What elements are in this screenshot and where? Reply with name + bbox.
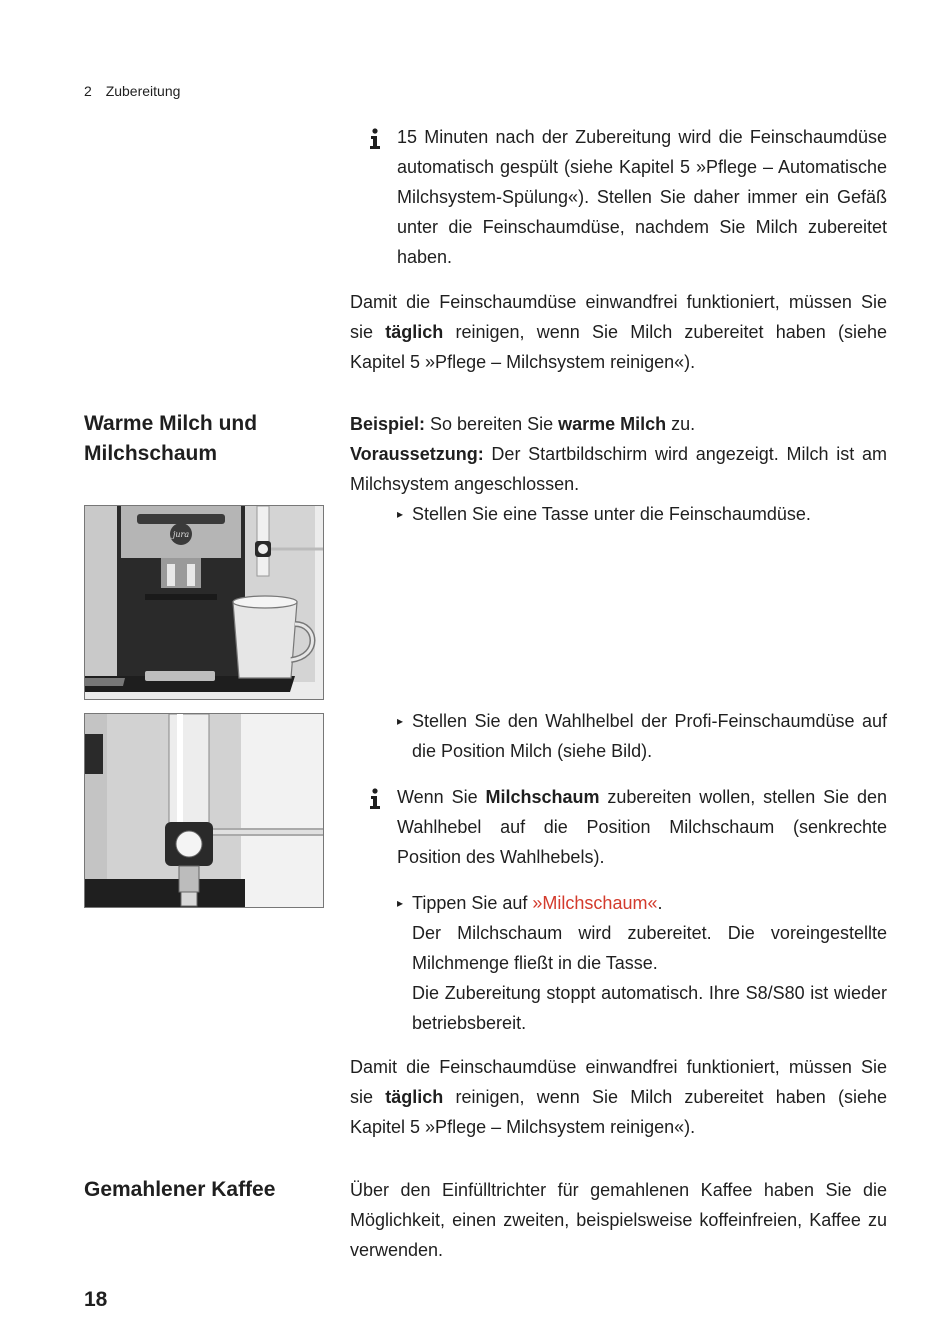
requirement-label: Voraussetzung: [350, 444, 484, 464]
info-icon [366, 788, 384, 810]
illustration-frother-lever [84, 713, 324, 908]
page-number: 18 [84, 1288, 108, 1311]
paragraph-emphasis: täglich [385, 322, 444, 342]
paragraph-text: reinigen, wenn Sie Milch zubereitet haben (siehe Kapitel 5 »Pflege – Milchsystem reinigen«). [350, 322, 887, 372]
step-text [412, 888, 887, 918]
step-text-part: . [657, 893, 663, 913]
example-text: zu. [666, 414, 696, 434]
ground-coffee-paragraph: Über den Einfülltrichter für gemahlenen Kaffee haben Sie die Möglichkeit, einen zweiten, beispielsweise koffeinfreien, Kaffee zu verwenden. [350, 1180, 887, 1260]
example-label: Beispiel: [350, 414, 426, 434]
paragraph-text: reinigen, wenn Sie Milch zubereitet haben (siehe Kapitel 5 »Pflege – Milchsystem reinigen«). [350, 1087, 887, 1137]
chapter-title: Zubereitung [105, 83, 181, 99]
result-text: Der Milchschaum wird zubereitet. Die voreingestellte Milchmenge fließt in die Tasse. [412, 923, 887, 973]
info-text: Wenn Sie [397, 787, 486, 807]
frother-lever-drawing [85, 714, 323, 907]
chapter-number: 2 [84, 83, 92, 99]
info-note-rinse: 15 Minuten nach der Zubereitung wird die Feinschaumdüse automatisch gespült (siehe Kapitel 5 »Pflege – Automatische Milchsystem-Spülung«). Stellen Sie daher immer ein Gefäß unter die Feinschaumdüse, nachdem Sie Milch zubereitet haben. [397, 127, 887, 267]
step-text: Stellen Sie den Wahlhelbel der Profi-Feinschaumdüse auf die Position Milch (siehe Bild). [412, 711, 887, 761]
step-text: Stellen Sie eine Tasse unter die Feinschaumdüse. [412, 504, 811, 524]
example-emphasis: warme Milch [558, 414, 667, 434]
bullet-arrow-icon: ▸ [397, 714, 404, 728]
paragraph-text: Damit die Feinschaumdüse einwandfrei funktioniert, müssen Sie sie [350, 1057, 887, 1107]
cleaning-paragraph [350, 287, 887, 377]
milk-foam-button-reference: »Milchschaum« [532, 893, 658, 913]
result-text: Die Zubereitung stoppt automatisch. Ihre S8/S80 ist wieder betriebsbereit. [412, 983, 887, 1033]
step-set-lever [397, 706, 887, 766]
info-icon [366, 128, 384, 150]
step-place-cup [397, 499, 887, 529]
requirement-line [350, 439, 887, 499]
step-text-part: Tippen Sie auf [412, 893, 533, 913]
cleaning-paragraph [350, 1052, 887, 1142]
brand-logo: jura [172, 530, 190, 539]
info-emphasis: Milchschaum [485, 787, 600, 807]
paragraph-text: Damit die Feinschaumdüse einwandfrei funktioniert, müssen Sie sie [350, 292, 887, 342]
section-heading-warm-milk: Warme Milch und Milchschaum [84, 412, 258, 465]
section-heading-ground-coffee: Gemahlener Kaffee [84, 1178, 276, 1201]
step-tap-milk-foam [397, 888, 887, 1038]
example-text: So bereiten Sie [425, 414, 559, 434]
machine-cup-drawing [85, 506, 323, 699]
bullet-arrow-icon: ▸ [397, 507, 404, 521]
illustration-machine-cup [84, 505, 324, 700]
info-note-milk-foam [397, 782, 887, 872]
info-text: zubereiten wollen, stellen Sie den Wahlhebel auf die Position Milchschaum (senkrechte Position des Wahlhebels). [397, 787, 887, 867]
running-header [84, 83, 180, 99]
requirement-text: Der Startbildschirm wird angezeigt. Milch ist am Milchsystem angeschlossen. [350, 444, 887, 494]
bullet-arrow-icon: ▸ [397, 896, 404, 910]
example-line [350, 409, 887, 439]
paragraph-emphasis: täglich [385, 1087, 444, 1107]
